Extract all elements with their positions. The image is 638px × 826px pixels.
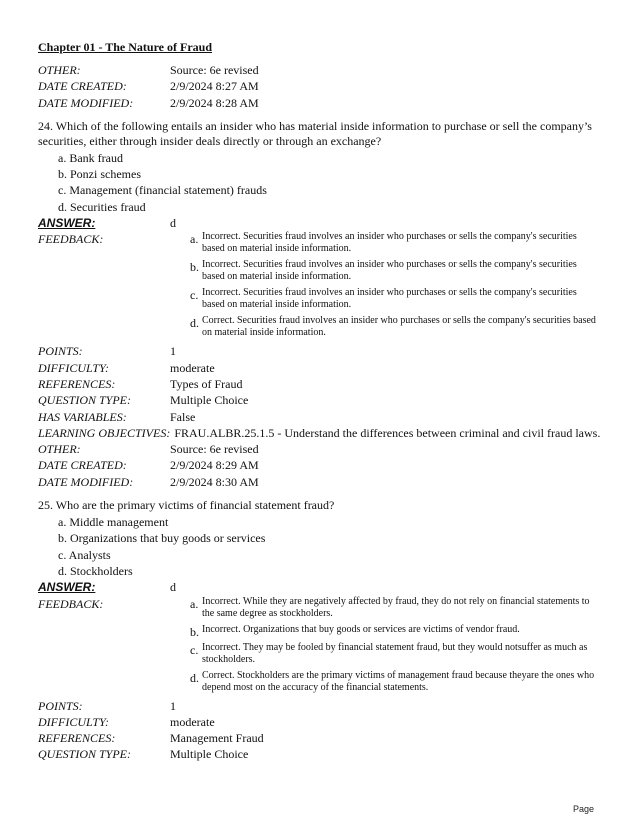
feedback-item [190, 624, 598, 638]
feedback-item [190, 315, 598, 339]
choice-c: c. Management (financial statement) frauds [58, 183, 267, 198]
top-meta [38, 62, 598, 111]
meta-value: Source: 6e revised [170, 442, 259, 457]
feedback-item [190, 231, 598, 255]
feedback-row [38, 231, 598, 343]
meta-value: 2/9/2024 8:30 AM [170, 474, 259, 489]
feedback-letter: c. [190, 288, 199, 303]
meta-row [38, 457, 598, 473]
document-page [38, 38, 601, 763]
meta-value: 2/9/2024 8:27 AM [170, 79, 259, 94]
meta-row [38, 62, 598, 78]
question-text: 25. Who are the primary victims of financial statement fraud? [38, 498, 335, 513]
meta-row [38, 698, 598, 714]
meta-label: REFERENCES: [38, 731, 116, 746]
feedback-label: FEEDBACK: [38, 232, 104, 247]
choice-a: a. Bank fraud [58, 150, 123, 165]
learning-objectives-label: LEARNING OBJECTIVES: [38, 425, 171, 440]
meta-row [38, 78, 598, 94]
meta-value: 2/9/2024 8:29 AM [170, 458, 259, 473]
answer-value: d [170, 580, 176, 595]
meta-row [38, 441, 598, 457]
meta-label: OTHER: [38, 442, 81, 457]
meta-row [38, 746, 598, 762]
meta-label: DATE CREATED: [38, 79, 127, 94]
question-24 [38, 118, 601, 490]
choice-c: c. Analysts [58, 547, 111, 562]
question-text: 24. Which of the following entails an insider who has material inside information to purchase or sell the company’s securities, either through insider deals directly or through an exchange? [38, 118, 592, 148]
meta-value: Multiple Choice [170, 393, 249, 408]
meta-label: POINTS: [38, 698, 83, 713]
meta-value: 2/9/2024 8:28 AM [170, 95, 259, 110]
meta-label: REFERENCES: [38, 376, 116, 391]
page-footer: Page [572, 804, 594, 814]
feedback-row [38, 596, 598, 698]
meta-label: DATE CREATED: [38, 458, 127, 473]
feedback-letter: c. [190, 642, 199, 657]
feedback-text: Incorrect. While they are negatively affected by fraud, they do not rely on financial statements to the same degree as stockholders. [202, 595, 590, 619]
meta-row [38, 343, 598, 359]
feedback-text: Incorrect. Organizations that buy goods or services are victims of vendor fraud. [202, 623, 520, 635]
feedback-text: Incorrect. Securities fraud involves an insider who purchases or sells the company's securities based on material inside information. [202, 287, 577, 311]
answer-row [38, 579, 598, 595]
meta-row [38, 730, 598, 746]
feedback-label: FEEDBACK: [38, 596, 104, 611]
feedback-item [190, 670, 598, 694]
feedback-list [170, 231, 598, 343]
meta-row [38, 474, 598, 490]
meta-row [38, 409, 598, 425]
choice-a: a. Middle management [58, 515, 169, 530]
meta-value: moderate [170, 360, 215, 375]
meta-value: Source: 6e revised [170, 63, 259, 77]
feedback-text: Incorrect. They may be fooled by financial statement fraud, but they would notsuffer as much as stockholders. [202, 641, 588, 665]
meta-value: False [170, 409, 196, 424]
feedback-list [170, 596, 598, 698]
learning-objectives-row [38, 425, 601, 441]
meta-row [38, 95, 598, 111]
meta-label: POINTS: [38, 344, 83, 359]
meta-row [38, 714, 598, 730]
choice-d: d. Securities fraud [58, 199, 146, 214]
meta-value: moderate [170, 714, 215, 729]
meta-value: 1 [170, 344, 176, 359]
meta-value: Types of Fraud [170, 376, 243, 391]
learning-objectives-value: FRAU.ALBR.25.1.5 - Understand the differences between criminal and civil fraud laws. [174, 425, 601, 440]
meta-label: OTHER: [38, 63, 81, 77]
meta-row [38, 360, 598, 376]
meta-label: DATE MODIFIED: [38, 95, 134, 110]
feedback-letter: d. [190, 316, 199, 331]
feedback-letter: a. [190, 232, 199, 247]
feedback-item [190, 642, 598, 666]
feedback-text: Correct. Securities fraud involves an insider who purchases or sells the company's securities based on material inside information. [202, 315, 596, 339]
feedback-letter: b. [190, 260, 199, 275]
meta-label: DIFFICULTY: [38, 360, 109, 375]
feedback-text: Incorrect. Securities fraud involves an insider who purchases or sells the company's securities based on material inside information. [202, 259, 577, 283]
meta-label: QUESTION TYPE: [38, 393, 132, 408]
meta-row [38, 392, 598, 408]
meta-label: DIFFICULTY: [38, 714, 109, 729]
feedback-text: Correct. Stockholders are the primary victims of management fraud because theyare the ones who depend most on the accuracy of the financial statements. [202, 669, 595, 693]
meta-value: Management Fraud [170, 731, 264, 746]
choice-b: b. Ponzi schemes [58, 167, 141, 182]
question-25 [38, 498, 598, 763]
answer-label: ANSWER: [38, 580, 96, 595]
meta-label: QUESTION TYPE: [38, 747, 132, 762]
chapter-title: Chapter 01 - The Nature of Fraud [38, 40, 212, 54]
feedback-item [190, 596, 598, 620]
feedback-letter: a. [190, 596, 199, 611]
meta-row [38, 376, 598, 392]
choice-b: b. Organizations that buy goods or services [58, 531, 266, 546]
feedback-letter: b. [190, 624, 199, 639]
meta-label: HAS VARIABLES: [38, 409, 127, 424]
answer-row [38, 215, 598, 231]
answer-label: ANSWER: [38, 216, 96, 231]
feedback-text: Incorrect. Securities fraud involves an insider who purchases or sells the company's securities based on material inside information. [202, 231, 577, 255]
meta-label: DATE MODIFIED: [38, 474, 134, 489]
feedback-item [190, 259, 598, 283]
choice-d: d. Stockholders [58, 563, 133, 578]
feedback-letter: d. [190, 670, 199, 685]
feedback-item [190, 287, 598, 311]
answer-value: d [170, 216, 176, 231]
meta-value: Multiple Choice [170, 747, 249, 762]
meta-value: 1 [170, 698, 176, 713]
